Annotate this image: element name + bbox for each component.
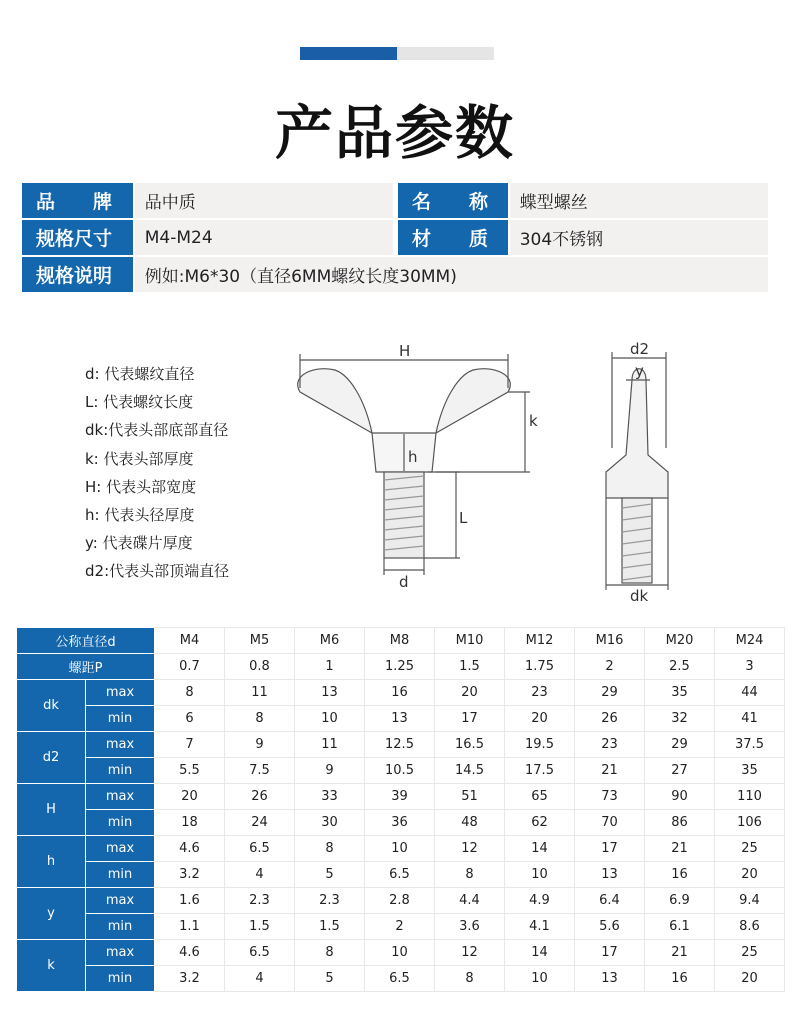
header-cell: max: [86, 680, 155, 706]
value-cell: 12: [435, 940, 505, 966]
value-cell: 4.1: [505, 914, 575, 940]
brand-label: 品 牌: [22, 183, 133, 218]
legend-item: d2:代表头部顶端直径: [85, 562, 230, 581]
value-cell: 14: [505, 940, 575, 966]
value-cell: 35: [645, 680, 715, 706]
header-cell: min: [86, 862, 155, 888]
table-row: [17, 810, 785, 836]
value-cell: 18: [155, 810, 225, 836]
table-row: [17, 706, 785, 732]
value-cell: 24: [225, 810, 295, 836]
value-cell: 4: [225, 862, 295, 888]
value-cell: 8: [435, 966, 505, 992]
value-cell: 41: [715, 706, 785, 732]
header-cell: max: [86, 784, 155, 810]
value-cell: 10: [295, 706, 365, 732]
header-cell: min: [86, 810, 155, 836]
value-cell: 0.8: [225, 654, 295, 680]
value-cell: 20: [505, 706, 575, 732]
header-cell: max: [86, 836, 155, 862]
value-cell: 1.75: [505, 654, 575, 680]
value-cell: 2: [575, 654, 645, 680]
table-row: [17, 654, 785, 680]
decor-bar: [300, 47, 494, 60]
value-cell: 17: [435, 706, 505, 732]
value-cell: 23: [575, 732, 645, 758]
table-row: [17, 628, 785, 654]
value-cell: 1.5: [295, 914, 365, 940]
value-cell: 13: [575, 966, 645, 992]
value-cell: 25: [715, 836, 785, 862]
table-row: [17, 784, 785, 810]
value-cell: 3.2: [155, 966, 225, 992]
header-cell: k: [17, 940, 86, 992]
value-cell: 11: [295, 732, 365, 758]
name-label: 名 称: [398, 183, 508, 218]
header-cell: min: [86, 706, 155, 732]
value-cell: 11: [225, 680, 295, 706]
value-cell: 16: [645, 862, 715, 888]
dim-d2: d2: [630, 340, 650, 358]
header-cell: min: [86, 914, 155, 940]
value-cell: 6.5: [365, 862, 435, 888]
value-cell: 20: [715, 966, 785, 992]
value-cell: 10.5: [365, 758, 435, 784]
value-cell: 5: [295, 862, 365, 888]
header-cell: min: [86, 966, 155, 992]
value-cell: 10: [505, 862, 575, 888]
legend-item: H: 代表头部宽度: [85, 477, 197, 496]
dim-h: h: [408, 448, 418, 466]
value-cell: 5.6: [575, 914, 645, 940]
value-cell: 10: [505, 966, 575, 992]
value-cell: 9: [295, 758, 365, 784]
value-cell: 5: [295, 966, 365, 992]
value-cell: M8: [365, 628, 435, 654]
value-cell: 30: [295, 810, 365, 836]
value-cell: 2.3: [295, 888, 365, 914]
spec-desc-value: 例如:M6*30（直径6MM螺纹长度30MM): [135, 257, 768, 292]
legend-item: L: 代表螺纹长度: [85, 393, 194, 412]
value-cell: 13: [575, 862, 645, 888]
value-cell: 4: [225, 966, 295, 992]
value-cell: 9: [225, 732, 295, 758]
value-cell: 6.1: [645, 914, 715, 940]
header-cell: min: [86, 758, 155, 784]
value-cell: 62: [505, 810, 575, 836]
value-cell: 1: [295, 654, 365, 680]
value-cell: 90: [645, 784, 715, 810]
value-cell: 8: [295, 836, 365, 862]
value-cell: 51: [435, 784, 505, 810]
value-cell: 4.9: [505, 888, 575, 914]
value-cell: 13: [365, 706, 435, 732]
table-row: [17, 836, 785, 862]
value-cell: 8: [435, 862, 505, 888]
value-cell: 6: [155, 706, 225, 732]
legend-item: k: 代表头部厚度: [85, 449, 194, 468]
name-value: 蝶型螺丝: [510, 183, 768, 218]
value-cell: 20: [715, 862, 785, 888]
value-cell: 1.6: [155, 888, 225, 914]
value-cell: 32: [645, 706, 715, 732]
value-cell: 1.25: [365, 654, 435, 680]
value-cell: M12: [505, 628, 575, 654]
table-row: [17, 888, 785, 914]
value-cell: 44: [715, 680, 785, 706]
info-table: [22, 183, 768, 294]
header-cell: max: [86, 888, 155, 914]
value-cell: M24: [715, 628, 785, 654]
value-cell: 16.5: [435, 732, 505, 758]
value-cell: 1.5: [225, 914, 295, 940]
value-cell: 26: [225, 784, 295, 810]
header-cell: H: [17, 784, 86, 836]
table-row: [17, 966, 785, 992]
value-cell: 21: [645, 940, 715, 966]
value-cell: 4.6: [155, 940, 225, 966]
value-cell: 25: [715, 940, 785, 966]
value-cell: 65: [505, 784, 575, 810]
value-cell: 6.4: [575, 888, 645, 914]
value-cell: 9.4: [715, 888, 785, 914]
value-cell: 16: [645, 966, 715, 992]
value-cell: 26: [575, 706, 645, 732]
value-cell: 8: [225, 706, 295, 732]
value-cell: 17: [575, 940, 645, 966]
value-cell: 1.1: [155, 914, 225, 940]
value-cell: 110: [715, 784, 785, 810]
value-cell: 2.8: [365, 888, 435, 914]
value-cell: 1.5: [435, 654, 505, 680]
value-cell: 13: [295, 680, 365, 706]
legend-item: h: 代表头径厚度: [85, 506, 195, 525]
material-value: 304不锈钢: [510, 220, 768, 255]
value-cell: 86: [645, 810, 715, 836]
value-cell: 35: [715, 758, 785, 784]
header-cell: y: [17, 888, 86, 940]
dim-dk: dk: [630, 587, 649, 605]
value-cell: M6: [295, 628, 365, 654]
spec-desc-label: 规格说明: [22, 257, 133, 292]
value-cell: 17: [575, 836, 645, 862]
value-cell: M5: [225, 628, 295, 654]
value-cell: 3: [715, 654, 785, 680]
value-cell: 39: [365, 784, 435, 810]
value-cell: M20: [645, 628, 715, 654]
header-cell: max: [86, 940, 155, 966]
table-row: [17, 758, 785, 784]
value-cell: 2.3: [225, 888, 295, 914]
value-cell: 3.6: [435, 914, 505, 940]
value-cell: 14.5: [435, 758, 505, 784]
value-cell: 36: [365, 810, 435, 836]
value-cell: 2: [365, 914, 435, 940]
legend-item: dk:代表头部底部直径: [85, 421, 229, 440]
value-cell: 10: [365, 940, 435, 966]
table-row: [17, 862, 785, 888]
header-cell: d2: [17, 732, 86, 784]
value-cell: 14: [505, 836, 575, 862]
spec-table: [16, 627, 785, 992]
value-cell: 21: [575, 758, 645, 784]
table-row: [17, 940, 785, 966]
value-cell: 70: [575, 810, 645, 836]
value-cell: 6.5: [365, 966, 435, 992]
value-cell: 2.5: [645, 654, 715, 680]
value-cell: 4.4: [435, 888, 505, 914]
value-cell: 7: [155, 732, 225, 758]
dim-k: k: [529, 412, 538, 430]
value-cell: 29: [575, 680, 645, 706]
size-value: M4-M24: [135, 220, 393, 255]
value-cell: 106: [715, 810, 785, 836]
wing-screw-diagram: [0, 330, 790, 610]
header-cell: h: [17, 836, 86, 888]
header-cell: 螺距P: [17, 654, 155, 680]
size-label: 规格尺寸: [22, 220, 133, 255]
legend-item: y: 代表碟片厚度: [85, 534, 193, 553]
value-cell: 0.7: [155, 654, 225, 680]
dim-y: y: [635, 362, 644, 380]
brand-value: 品中质: [135, 183, 393, 218]
value-cell: 6.5: [225, 940, 295, 966]
value-cell: 8: [295, 940, 365, 966]
dim-d: d: [399, 573, 409, 591]
value-cell: 37.5: [715, 732, 785, 758]
value-cell: 19.5: [505, 732, 575, 758]
dim-L: L: [459, 509, 468, 527]
value-cell: 12.5: [365, 732, 435, 758]
value-cell: 10: [365, 836, 435, 862]
value-cell: 16: [365, 680, 435, 706]
value-cell: 3.2: [155, 862, 225, 888]
value-cell: 21: [645, 836, 715, 862]
header-cell: max: [86, 732, 155, 758]
value-cell: 12: [435, 836, 505, 862]
value-cell: M10: [435, 628, 505, 654]
value-cell: 33: [295, 784, 365, 810]
value-cell: 7.5: [225, 758, 295, 784]
value-cell: 20: [155, 784, 225, 810]
value-cell: 17.5: [505, 758, 575, 784]
dim-H: H: [399, 342, 411, 360]
header-cell: 公称直径d: [17, 628, 155, 654]
value-cell: 73: [575, 784, 645, 810]
value-cell: 6.9: [645, 888, 715, 914]
value-cell: 8.6: [715, 914, 785, 940]
legend-item: d: 代表螺纹直径: [85, 365, 195, 383]
value-cell: 4.6: [155, 836, 225, 862]
value-cell: 27: [645, 758, 715, 784]
value-cell: 29: [645, 732, 715, 758]
material-label: 材 质: [398, 220, 508, 255]
value-cell: 5.5: [155, 758, 225, 784]
value-cell: 6.5: [225, 836, 295, 862]
table-row: [17, 914, 785, 940]
value-cell: 23: [505, 680, 575, 706]
table-row: [17, 732, 785, 758]
value-cell: 48: [435, 810, 505, 836]
value-cell: M16: [575, 628, 645, 654]
value-cell: 8: [155, 680, 225, 706]
value-cell: 20: [435, 680, 505, 706]
header-cell: dk: [17, 680, 86, 732]
page-title: 产品参数: [274, 99, 515, 167]
table-row: [17, 680, 785, 706]
value-cell: M4: [155, 628, 225, 654]
